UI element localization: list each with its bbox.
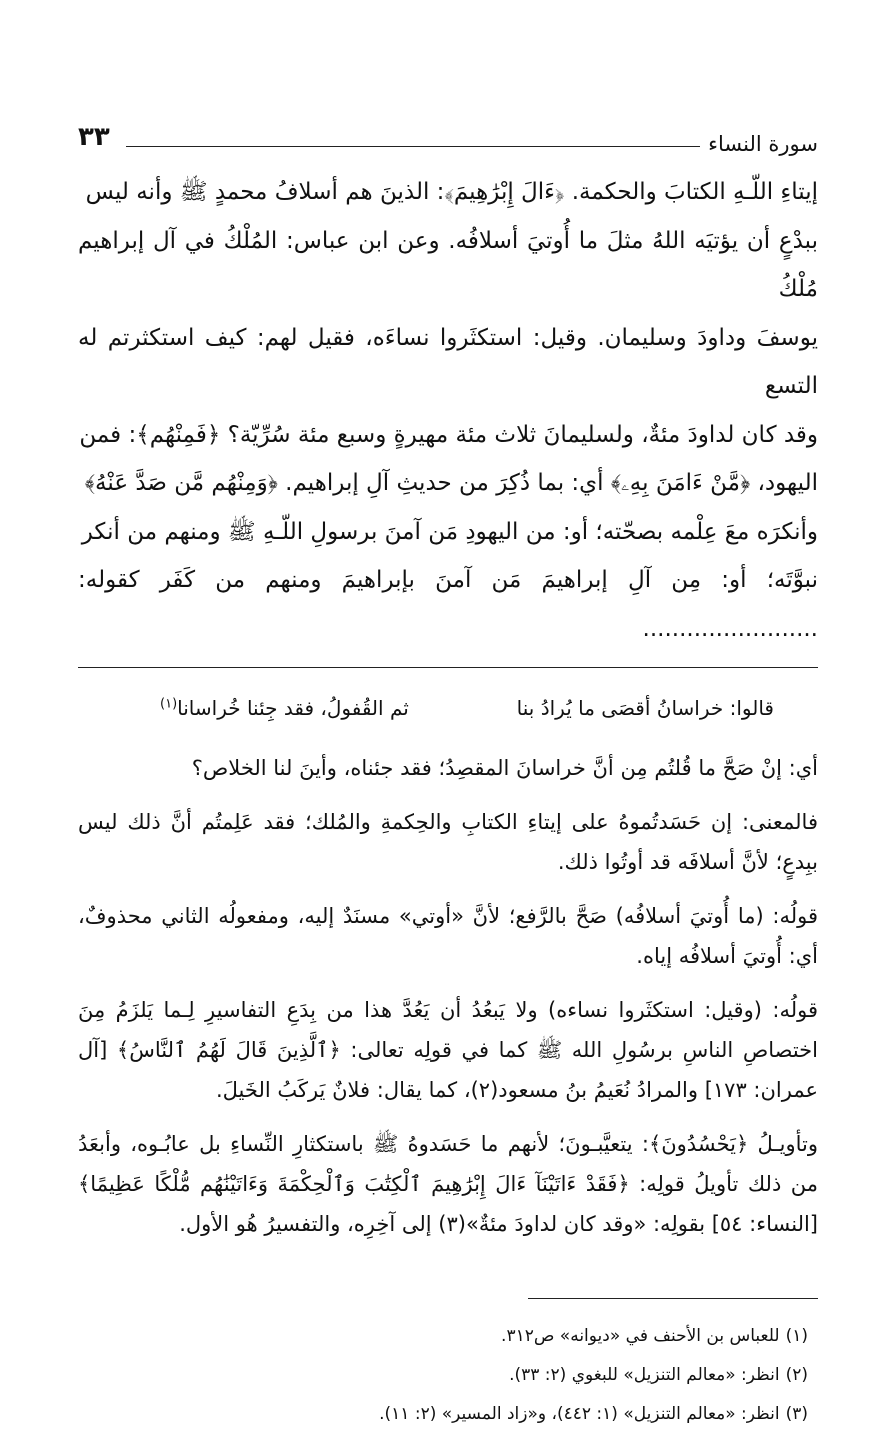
footnote <box>78 1317 818 1356</box>
footnotes <box>78 1317 818 1434</box>
main-text-line: إيتاءِ اللّـهِ الكتابَ والحكمة. ﴿ءَالَ إِبْرَٰهِيمَ﴾: الذينَ هم أسلافُ محمدٍ ﷺ وأنه ليس <box>85 179 818 205</box>
footnote <box>78 1395 818 1434</box>
main-text-line: وقد كان لداودَ مئةٌ، ولسليمانَ ثلاث مئة مهيرةٍ وسبع مئة سُرِّيّة؟ ﴿فَمِنْهُم﴾: فمن <box>79 421 818 448</box>
commentary-paragraph: قولُه: (وقيل: استكثَروا نساءه) ولا يَبعُدُ أن يَعُدَّ هذا من بِدَعِ التفاسيرِ لِـما يَلزَمُ مِنَ اختصاصِ الناسِ برسُولِ الله ﷺ كما في قولِه تعالى: ﴿ٱلَّذِينَ قَالَ لَهُمُ ٱلنَّاسُ﴾ [آل عمران: ١٧٣] والمرادُ نُعَيمُ بنُ مسعود(٢)، كما يقال: فلانٌ يَركَبُ الخَيلَ. <box>78 998 818 1102</box>
footnotes-divider <box>528 1298 818 1299</box>
main-text-line: اليهود، ﴿مَّنْ ءَامَنَ بِهِۦ﴾ أي: بما ذُكِرَ من حديثِ آلِ إبراهيم. ﴿وَمِنْهُم مَّن صَدَّ عَنْهُ﴾ <box>84 470 818 496</box>
book-page <box>78 110 818 1434</box>
footnote-text: انظر: «معالم التنزيل» (١: ٤٤٢)، و«زاد المسير» (٢: ١١). <box>379 1404 780 1424</box>
section-divider <box>78 667 818 668</box>
surah-title: سورة النساء <box>708 132 818 156</box>
commentary-paragraph: أي: إنْ صَحَّ ما قُلتُم مِن أنَّ خراسانَ المقصِدُ؛ فقد جئناه، وأينَ لنا الخلاص؟ <box>191 756 818 780</box>
commentary-paragraph: قولُه: (ما أُوتيَ أسلافُه) صَحَّ بالرَّفع؛ لأنَّ «أوتي» مسنَدٌ إليه، ومفعولُه الثاني محذوفٌ، أي: أُوتيَ أسلافُه إياه. <box>78 904 818 968</box>
footnote-ref: (١) <box>160 696 178 712</box>
header-rule <box>126 146 700 147</box>
footnote <box>78 1356 818 1395</box>
footnote-text: انظر: «معالم التنزيل» للبغوي (٢: ٣٣). <box>509 1365 780 1385</box>
commentary-paragraph: وتأويـلُ ﴿يَحْسُدُونَ﴾: يتعيَّبـونَ؛ لأنهم ما حَسَدوهُ ﷺ باستكثارِ النِّساءِ بل عابُـوه، وأبعَدُ من ذلك تأويلُ قولِه: ﴿فَقَدْ ءَاتَيْنَآ ءَالَ إِبْرَٰهِيمَ ٱلْكِتَٰبَ وَٱلْحِكْمَةَ وَءَاتَيْنَٰهُم مُّلْكًا عَظِيمًا﴾ [النساء: ٥٤] بقولِه: «وقد كان لداودَ مئةٌ»(٣) إلى آخِرِه، والتفسيرُ هُو الأول. <box>78 1132 818 1236</box>
commentary <box>78 748 818 1244</box>
main-text-line: وأنكرَه معَ عِلْمه بصحّته؛ أو: من اليهودِ مَن آمنَ برسولِ اللّـهِ ﷺ ومنهم من أنكر <box>81 518 818 545</box>
footnote-text: للعباس بن الأحنف في «ديوانه» ص٣١٢. <box>501 1326 780 1346</box>
poem-hemistich-first: قالوا: خراسانُ أقصَى ما يُرادُ بنا <box>516 696 774 720</box>
page-number: ٣٣ <box>78 122 110 152</box>
main-text-line: ببدْعٍ أن يؤتيَه اللهُ مثلَ ما أُوتيَ أسلافُه. وعن ابن عباس: المُلْكُ في آل إبراهيم مُلْكُ <box>78 227 818 302</box>
main-text <box>78 168 818 653</box>
poem-hemistich-second: ثم القُفولُ، فقد جِئنا خُراسانا$^{(١)}$ <box>160 696 409 720</box>
footnote-number: (١) <box>785 1326 808 1346</box>
poem-verse <box>78 690 818 734</box>
page-header <box>78 110 818 160</box>
footnote-number: (٢) <box>785 1365 808 1385</box>
footnote-number: (٣) <box>785 1404 808 1424</box>
main-text-line: نبوَّتَه؛ أو: مِن آلِ إبراهيمَ مَن آمنَ بإبراهيمَ ومنهم من كَفَر كقوله: ........................ <box>78 567 818 642</box>
commentary-paragraph: فالمعنى: إن حَسَدتُموهُ على إيتاءِ الكتابِ والحِكمةِ والمُلك؛ فقد عَلِمتُم أنَّ ذلك ليس ببِدعٍ؛ لأنَّ أسلافَه قد أوتُوا ذلك. <box>78 810 818 874</box>
main-text-line: يوسفَ وداودَ وسليمان. وقيل: استكثَروا نساءَه، فقيل لهم: كيف استكثرتم له التسع <box>78 324 818 399</box>
